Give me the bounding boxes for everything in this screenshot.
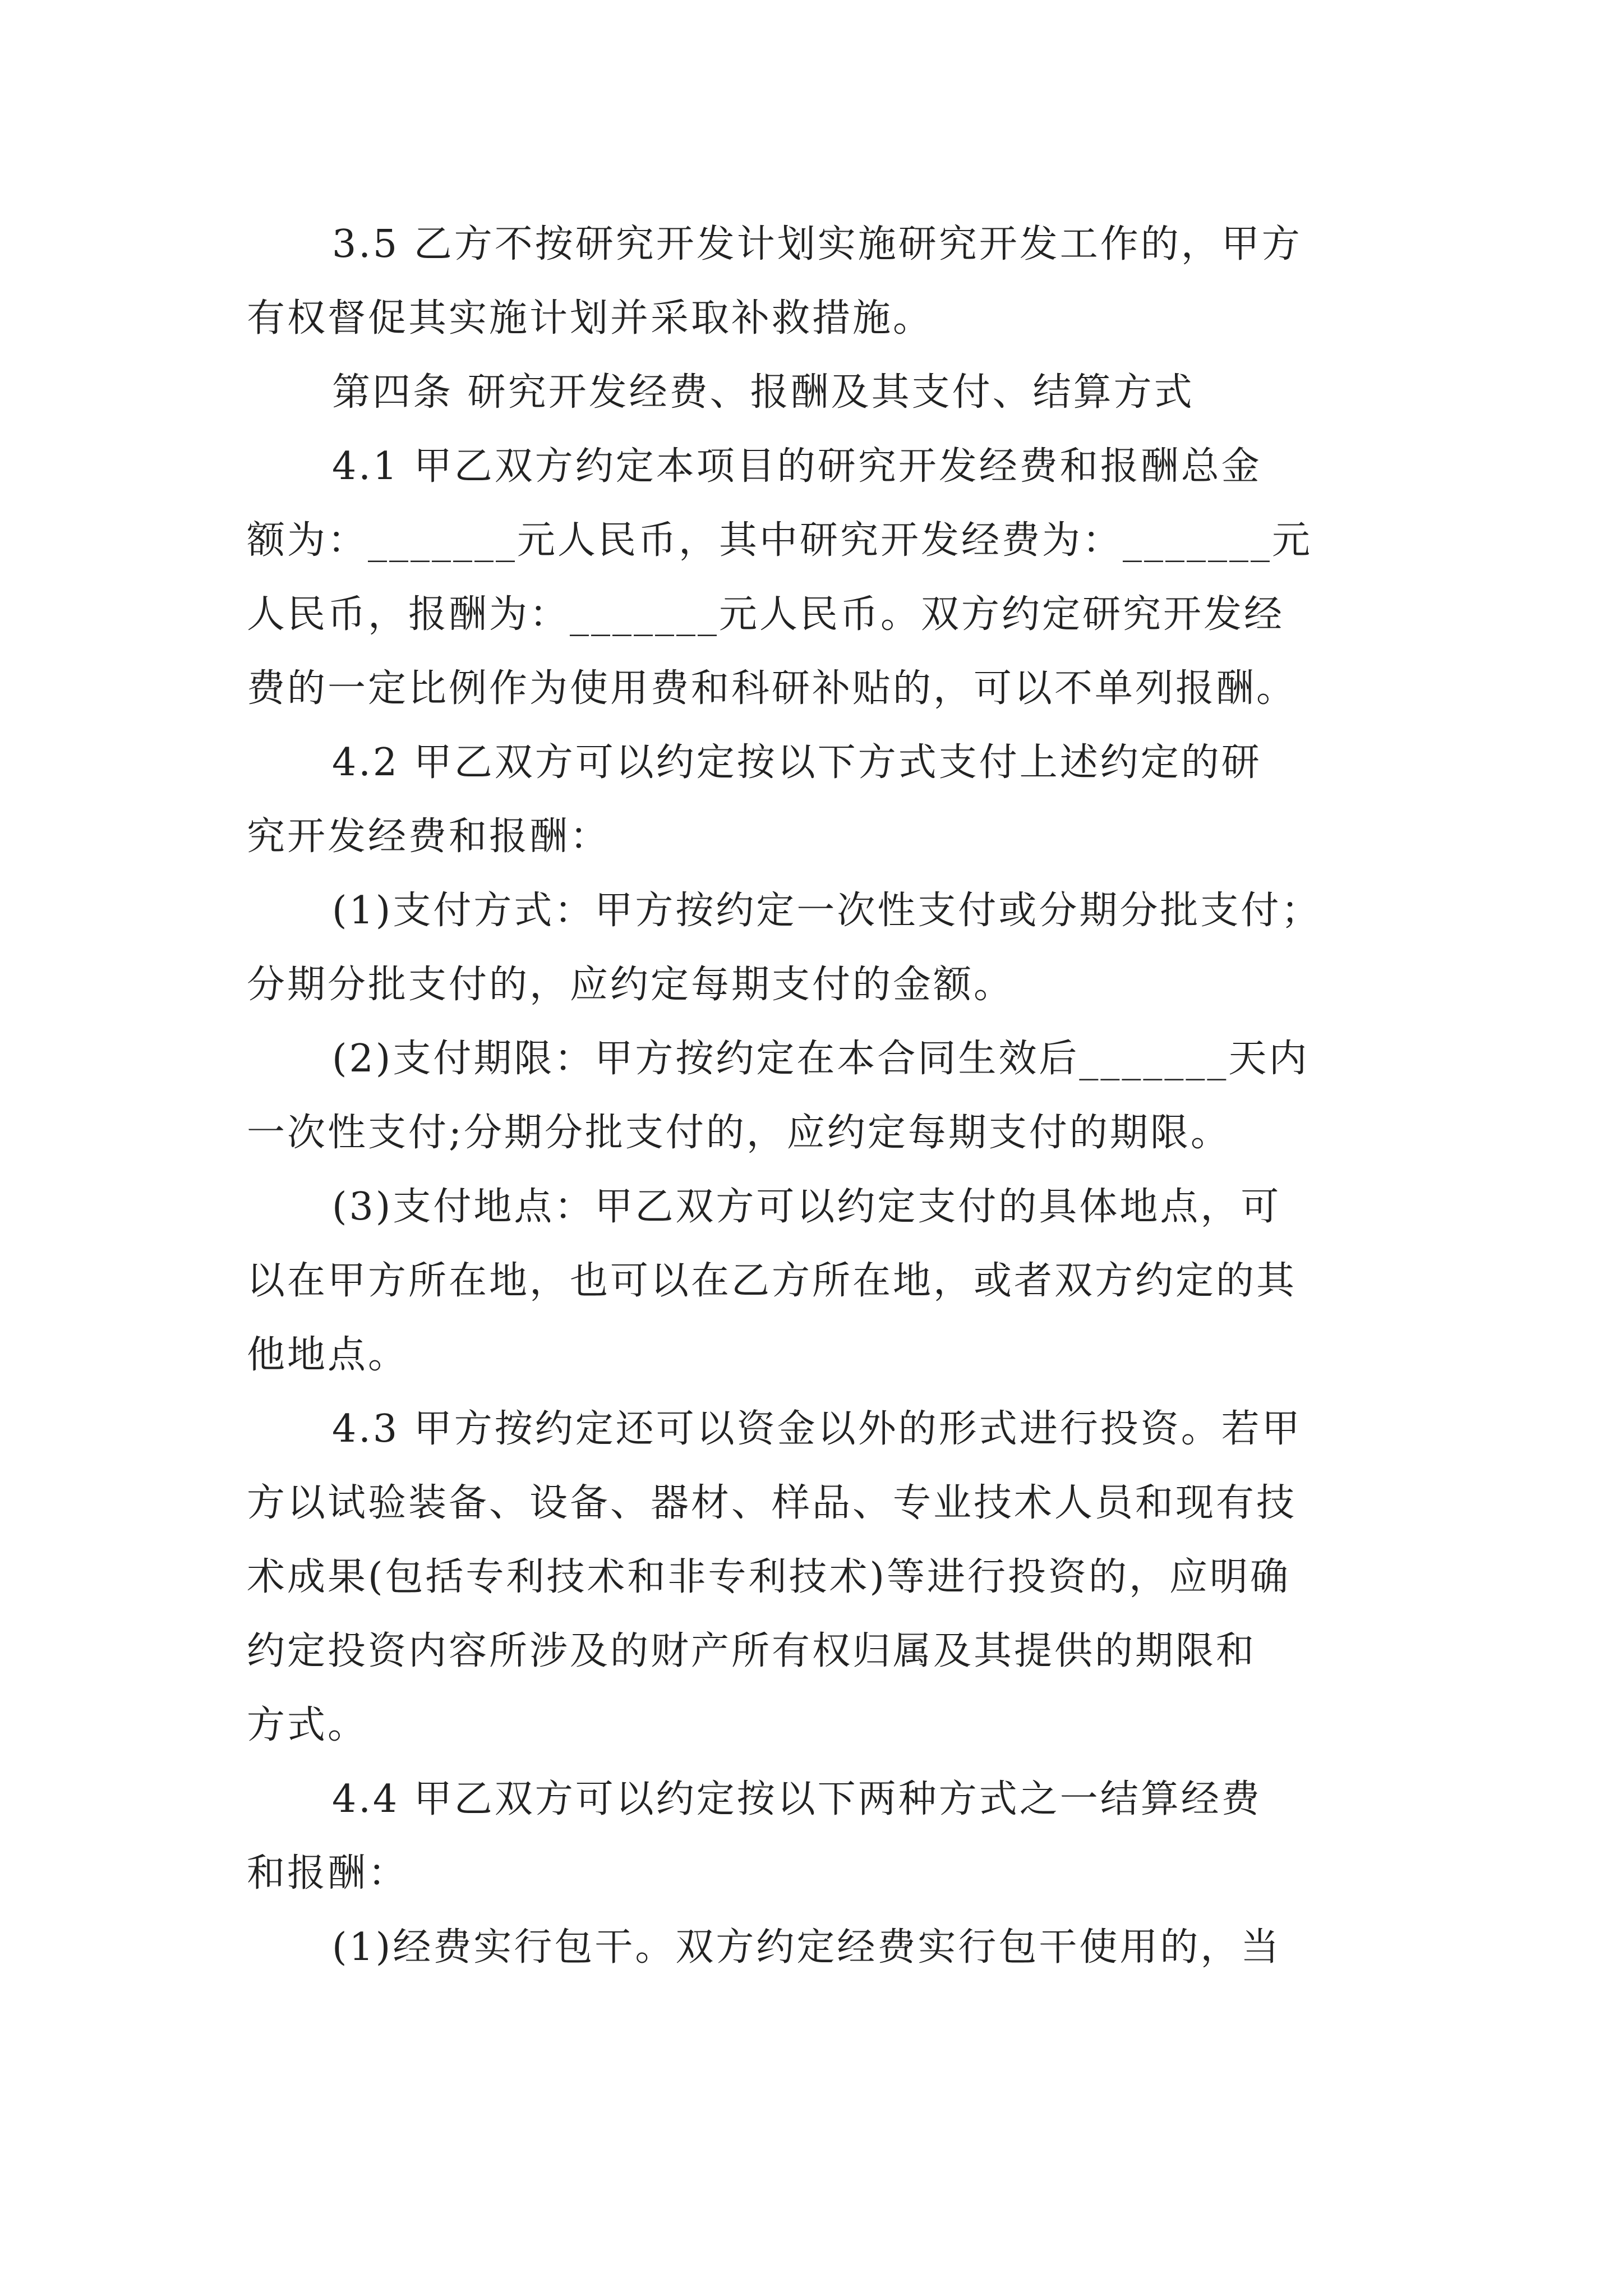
text-line: (3)支付地点：甲乙双方可以约定支付的具体地点，可 <box>332 1185 1281 1229</box>
text-line: 4.3 甲方按约定还可以资金以外的形式进行投资。若甲 <box>332 1407 1302 1451</box>
text-line: 分期分批支付的，应约定每期支付的金额。 <box>247 963 1015 1007</box>
text-line: 约定投资内容所涉及的财产所有权归属及其提供的期限和 <box>247 1629 1257 1673</box>
text-line: 一次性支付;分期分批支付的，应约定每期支付的期限。 <box>247 1111 1231 1155</box>
text-line: 4.1 甲乙双方约定本项目的研究开发经费和报酬总金 <box>332 444 1262 489</box>
text-line: 人民币，报酬为：_______元人民币。双方约定研究开发经 <box>247 592 1285 637</box>
text-line: 方式。 <box>247 1703 368 1747</box>
text-line: 3.5 乙方不按研究开发计划实施研究开发工作的，甲方 <box>332 222 1302 266</box>
text-line: 方以试验装备、设备、器材、样品、专业技术人员和现有技 <box>247 1481 1297 1525</box>
text-line: 和报酬： <box>247 1851 409 1895</box>
text-line: (1)经费实行包干。双方约定经费实行包干使用的，当 <box>332 1925 1281 1970</box>
text-line: (2)支付期限：甲方按约定在本合同生效后_______天内 <box>332 1037 1310 1081</box>
section-heading: 第四条 研究开发经费、报酬及其支付、结算方式 <box>332 370 1195 415</box>
text-line: 他地点。 <box>247 1333 409 1377</box>
text-line: 费的一定比例作为使用费和科研补贴的，可以不单列报酬。 <box>247 666 1297 711</box>
text-line: (1)支付方式：甲方按约定一次性支付或分期分批支付； <box>332 889 1322 933</box>
text-line: 究开发经费和报酬： <box>247 815 611 859</box>
text-line: 4.2 甲乙双方可以约定按以下方式支付上述约定的研 <box>332 740 1262 785</box>
text-line: 额为：_______元人民币，其中研究开发经费为：_______元 <box>247 518 1313 563</box>
text-line: 有权督促其实施计划并采取补救措施。 <box>247 296 934 341</box>
text-line: 4.4 甲乙双方可以约定按以下两种方式之一结算经费 <box>332 1777 1262 1821</box>
text-line: 术成果(包括专利技术和非专利技术)等进行投资的，应明确 <box>247 1555 1291 1599</box>
document-body <box>247 208 1385 1985</box>
text-line: 以在甲方所在地，也可以在乙方所在地，或者双方约定的其 <box>247 1259 1297 1303</box>
